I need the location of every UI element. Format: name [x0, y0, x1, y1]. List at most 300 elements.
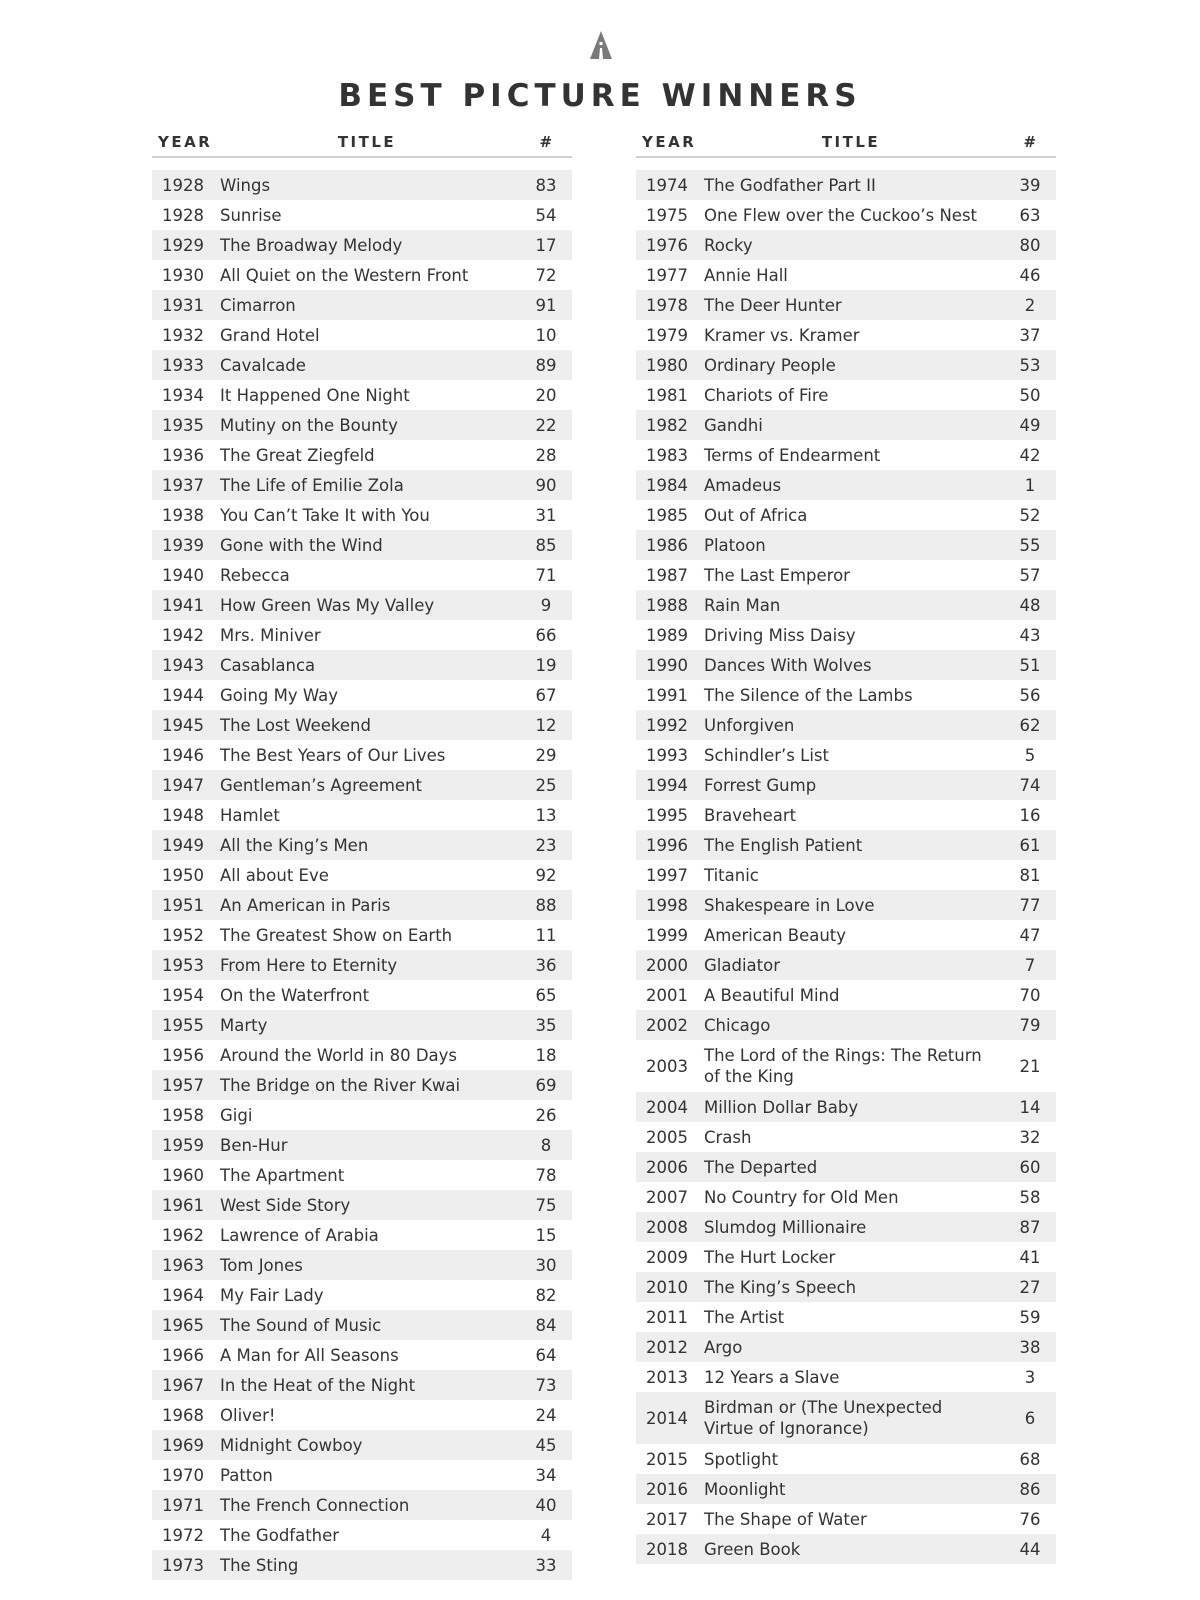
table-row: [152, 620, 572, 650]
title-cell: Annie Hall: [704, 265, 788, 285]
table-row: [152, 320, 572, 350]
title-cell: The Best Years of Our Lives: [220, 745, 446, 765]
table-row: [636, 380, 1056, 410]
year-cell: 1928: [162, 175, 204, 195]
table-row: [152, 1040, 572, 1070]
year-cell: 2018: [646, 1539, 688, 1559]
table-row: [636, 1182, 1056, 1212]
title-cell: How Green Was My Valley: [220, 595, 435, 615]
title-cell: From Here to Eternity: [220, 955, 398, 975]
year-cell: 1991: [646, 685, 688, 705]
year-cell: 1929: [162, 235, 204, 255]
number-cell: 19: [535, 655, 557, 675]
year-cell: 1934: [162, 385, 204, 405]
year-cell: 2010: [646, 1277, 688, 1297]
year-cell: 1990: [646, 655, 688, 675]
title-cell: Hamlet: [220, 805, 280, 825]
number-cell: 14: [1019, 1097, 1041, 1117]
table-row: [636, 1010, 1056, 1040]
number-cell: 31: [535, 505, 557, 525]
title-cell: 12 Years a Slave: [704, 1367, 840, 1387]
number-cell: 63: [1019, 205, 1041, 225]
table-row: [152, 650, 572, 680]
year-cell: 2004: [646, 1097, 688, 1117]
table-row: [152, 1520, 572, 1550]
title-cell: Casablanca: [220, 655, 316, 675]
year-cell: 1968: [162, 1405, 204, 1425]
table-row: [152, 920, 572, 950]
table-row: [636, 590, 1056, 620]
year-cell: 1955: [162, 1015, 204, 1035]
year-cell: 1933: [162, 355, 204, 375]
title-cell: Rain Man: [704, 595, 781, 615]
number-cell: 91: [535, 295, 557, 315]
number-cell: 66: [535, 625, 557, 645]
table-body: [636, 170, 1056, 1564]
winners-table-right: [636, 128, 1056, 1564]
title-cell: The Deer Hunter: [704, 295, 842, 315]
year-cell: 1987: [646, 565, 688, 585]
table-row: [636, 560, 1056, 590]
table-row: [152, 770, 572, 800]
title-cell: Rebecca: [220, 565, 290, 585]
table-header: [152, 128, 572, 158]
title-cell: Midnight Cowboy: [220, 1435, 363, 1455]
year-cell: 2003: [646, 1056, 688, 1076]
year-cell: 1973: [162, 1555, 204, 1575]
number-cell: 83: [535, 175, 557, 195]
year-cell: 1930: [162, 265, 204, 285]
table-row: [152, 1490, 572, 1520]
table-row: [636, 620, 1056, 650]
oscar-statuette-icon: [588, 30, 614, 60]
year-cell: 2015: [646, 1449, 688, 1469]
number-cell: 11: [535, 925, 557, 945]
table-row: [636, 1504, 1056, 1534]
year-cell: 1956: [162, 1045, 204, 1065]
number-cell: 2: [1024, 295, 1036, 315]
table-row: [636, 440, 1056, 470]
title-cell: Lawrence of Arabia: [220, 1225, 379, 1245]
number-cell: 6: [1024, 1408, 1036, 1428]
table-row: [152, 1130, 572, 1160]
title-cell: Unforgiven: [704, 715, 795, 735]
number-cell: 88: [535, 895, 557, 915]
title-cell: Mutiny on the Bounty: [220, 415, 398, 435]
year-cell: 2011: [646, 1307, 688, 1327]
title-cell: Gladiator: [704, 955, 780, 975]
title-cell: An American in Paris: [220, 895, 391, 915]
title-cell: Driving Miss Daisy: [704, 625, 856, 645]
title-cell: Gentleman’s Agreement: [220, 775, 422, 795]
title-cell: The Artist: [704, 1307, 785, 1327]
title-cell: The Great Ziegfeld: [220, 445, 375, 465]
year-cell: 1984: [646, 475, 688, 495]
number-column-header: #: [539, 133, 555, 151]
year-cell: 1945: [162, 715, 204, 735]
number-cell: 61: [1019, 835, 1041, 855]
number-cell: 22: [535, 415, 557, 435]
title-cell: Wings: [220, 175, 271, 195]
year-cell: 1932: [162, 325, 204, 345]
table-body: [152, 170, 572, 1580]
number-cell: 55: [1019, 535, 1041, 555]
title-cell: Shakespeare in Love: [704, 895, 875, 915]
year-cell: 2007: [646, 1187, 688, 1207]
year-cell: 2001: [646, 985, 688, 1005]
year-cell: 1939: [162, 535, 204, 555]
number-cell: 13: [535, 805, 557, 825]
title-cell: Slumdog Millionaire: [704, 1217, 867, 1237]
title-cell: Gone with the Wind: [220, 535, 383, 555]
table-row: [152, 950, 572, 980]
number-cell: 78: [535, 1165, 557, 1185]
number-cell: 23: [535, 835, 557, 855]
number-cell: 3: [1024, 1367, 1036, 1387]
number-cell: 86: [1019, 1479, 1041, 1499]
number-cell: 84: [535, 1315, 557, 1335]
year-cell: 1946: [162, 745, 204, 765]
table-row: [636, 1122, 1056, 1152]
number-cell: 51: [1019, 655, 1041, 675]
title-cell: Oliver!: [220, 1405, 276, 1425]
year-column-header: YEAR: [158, 133, 213, 151]
table-row: [152, 590, 572, 620]
table-row: [636, 350, 1056, 380]
table-row: [636, 890, 1056, 920]
number-cell: 4: [540, 1525, 552, 1545]
year-cell: 1988: [646, 595, 688, 615]
table-row: [152, 800, 572, 830]
year-cell: 1962: [162, 1225, 204, 1245]
year-cell: 1935: [162, 415, 204, 435]
number-cell: 60: [1019, 1157, 1041, 1177]
number-cell: 89: [535, 355, 557, 375]
year-cell: 2012: [646, 1337, 688, 1357]
table-row: [152, 170, 572, 200]
table-row: [636, 680, 1056, 710]
table-row: [636, 1362, 1056, 1392]
number-cell: 21: [1019, 1056, 1041, 1076]
title-column-header: TITLE: [821, 133, 881, 151]
year-cell: 1971: [162, 1495, 204, 1515]
year-cell: 1938: [162, 505, 204, 525]
title-cell: The Greatest Show on Earth: [220, 925, 453, 945]
number-cell: 77: [1019, 895, 1041, 915]
number-cell: 71: [535, 565, 557, 585]
title-cell: Platoon: [704, 535, 766, 555]
number-cell: 57: [1019, 565, 1041, 585]
table-row: [152, 1280, 572, 1310]
number-cell: 58: [1019, 1187, 1041, 1207]
year-cell: 1944: [162, 685, 204, 705]
number-cell: 18: [535, 1045, 557, 1065]
number-cell: 16: [1019, 805, 1041, 825]
year-cell: 1985: [646, 505, 688, 525]
year-cell: 1941: [162, 595, 204, 615]
title-cell: Spotlight: [704, 1449, 779, 1469]
year-cell: 1993: [646, 745, 688, 765]
number-cell: 10: [535, 325, 557, 345]
year-cell: 1928: [162, 205, 204, 225]
number-cell: 48: [1019, 595, 1041, 615]
table-row: [636, 980, 1056, 1010]
table-row: [636, 170, 1056, 200]
year-cell: 1972: [162, 1525, 204, 1545]
title-cell: Dances With Wolves: [704, 655, 872, 675]
table-row: [152, 1190, 572, 1220]
year-cell: 1948: [162, 805, 204, 825]
number-cell: 75: [535, 1195, 557, 1215]
number-cell: 37: [1019, 325, 1041, 345]
table-row: [636, 1474, 1056, 1504]
title-cell: Chicago: [704, 1015, 771, 1035]
title-cell: Grand Hotel: [220, 325, 320, 345]
table-row: [152, 410, 572, 440]
number-cell: 7: [1024, 955, 1036, 975]
number-cell: 28: [535, 445, 557, 465]
title-cell: Amadeus: [704, 475, 782, 495]
number-cell: 25: [535, 775, 557, 795]
title-cell: The Shape of Water: [704, 1509, 867, 1529]
number-cell: 87: [1019, 1217, 1041, 1237]
title-cell: Sunrise: [220, 205, 282, 225]
title-cell: Argo: [704, 1337, 743, 1357]
title-cell: Titanic: [704, 865, 759, 885]
year-cell: 1957: [162, 1075, 204, 1095]
table-row: [636, 320, 1056, 350]
title-cell: Out of Africa: [704, 505, 808, 525]
year-cell: 1975: [646, 205, 688, 225]
year-cell: 1940: [162, 565, 204, 585]
number-cell: 38: [1019, 1337, 1041, 1357]
title-cell: Rocky: [704, 235, 753, 255]
number-cell: 9: [540, 595, 552, 615]
year-cell: 1979: [646, 325, 688, 345]
year-cell: 1961: [162, 1195, 204, 1215]
year-cell: 1950: [162, 865, 204, 885]
title-cell: Chariots of Fire: [704, 385, 829, 405]
title-cell: My Fair Lady: [220, 1285, 324, 1305]
number-cell: 49: [1019, 415, 1041, 435]
number-cell: 59: [1019, 1307, 1041, 1327]
table-row: [636, 1040, 1056, 1092]
number-cell: 35: [535, 1015, 557, 1035]
year-cell: 1959: [162, 1135, 204, 1155]
number-cell: 85: [535, 535, 557, 555]
year-cell: 1936: [162, 445, 204, 465]
year-cell: 1949: [162, 835, 204, 855]
number-cell: 82: [535, 1285, 557, 1305]
year-cell: 1954: [162, 985, 204, 1005]
year-cell: 1977: [646, 265, 688, 285]
title-cell: Gigi: [220, 1105, 253, 1125]
year-cell: 1994: [646, 775, 688, 795]
table-row: [152, 470, 572, 500]
table-row: [636, 830, 1056, 860]
number-cell: 24: [535, 1405, 557, 1425]
year-cell: 1953: [162, 955, 204, 975]
number-cell: 76: [1019, 1509, 1041, 1529]
title-cell: Mrs. Miniver: [220, 625, 321, 645]
number-cell: 41: [1019, 1247, 1041, 1267]
number-cell: 20: [535, 385, 557, 405]
title-cell: Tom Jones: [220, 1255, 303, 1275]
table-row: [152, 380, 572, 410]
number-cell: 29: [535, 745, 557, 765]
table-row: [152, 1070, 572, 1100]
number-cell: 56: [1019, 685, 1041, 705]
table-row: [152, 830, 572, 860]
title-cell: Birdman or (The Unexpected Virtue of Ignorance): [704, 1398, 943, 1438]
table-row: [152, 350, 572, 380]
title-cell: West Side Story: [220, 1195, 351, 1215]
number-cell: 42: [1019, 445, 1041, 465]
number-cell: 47: [1019, 925, 1041, 945]
table-row: [152, 500, 572, 530]
number-cell: 72: [535, 265, 557, 285]
table-row: [636, 1302, 1056, 1332]
year-cell: 1989: [646, 625, 688, 645]
number-cell: 69: [535, 1075, 557, 1095]
table-row: [636, 1332, 1056, 1362]
year-cell: 2005: [646, 1127, 688, 1147]
number-cell: 34: [535, 1465, 557, 1485]
year-cell: 1997: [646, 865, 688, 885]
year-cell: 1998: [646, 895, 688, 915]
table-row: [152, 980, 572, 1010]
table-row: [152, 680, 572, 710]
title-cell: American Beauty: [704, 925, 847, 945]
title-cell: Terms of Endearment: [704, 445, 881, 465]
number-cell: 90: [535, 475, 557, 495]
year-column-header: YEAR: [642, 133, 697, 151]
year-cell: 1952: [162, 925, 204, 945]
title-cell: The Lost Weekend: [220, 715, 371, 735]
title-cell: The Broadway Melody: [220, 235, 403, 255]
table-row: [636, 710, 1056, 740]
year-cell: 1996: [646, 835, 688, 855]
number-cell: 62: [1019, 715, 1041, 735]
year-cell: 1999: [646, 925, 688, 945]
title-cell: The Sting: [220, 1555, 299, 1575]
year-cell: 1966: [162, 1345, 204, 1365]
number-cell: 44: [1019, 1539, 1041, 1559]
table-row: [636, 200, 1056, 230]
title-cell: The Godfather Part II: [704, 175, 876, 195]
year-cell: 2002: [646, 1015, 688, 1035]
table-row: [636, 740, 1056, 770]
title-cell: Around the World in 80 Days: [220, 1045, 457, 1065]
table-row: [152, 1430, 572, 1460]
number-cell: 81: [1019, 865, 1041, 885]
year-cell: 2006: [646, 1157, 688, 1177]
title-cell: The Bridge on the River Kwai: [220, 1075, 461, 1095]
title-cell: The English Patient: [704, 835, 863, 855]
number-cell: 64: [535, 1345, 557, 1365]
table-row: [152, 740, 572, 770]
year-cell: 1960: [162, 1165, 204, 1185]
title-cell: The Departed: [704, 1157, 818, 1177]
year-cell: 2016: [646, 1479, 688, 1499]
table-row: [636, 530, 1056, 560]
title-cell: All about Eve: [220, 865, 329, 885]
number-cell: 79: [1019, 1015, 1041, 1035]
title-cell: It Happened One Night: [220, 385, 410, 405]
table-row: [636, 1534, 1056, 1564]
year-cell: 1942: [162, 625, 204, 645]
number-cell: 33: [535, 1555, 557, 1575]
number-cell: 52: [1019, 505, 1041, 525]
year-cell: 1974: [646, 175, 688, 195]
table-row: [636, 1212, 1056, 1242]
year-cell: 1983: [646, 445, 688, 465]
year-cell: 1976: [646, 235, 688, 255]
title-cell: Braveheart: [704, 805, 797, 825]
winners-table-left: [152, 128, 572, 1580]
table-row: [636, 500, 1056, 530]
number-cell: 12: [535, 715, 557, 735]
number-cell: 45: [535, 1435, 557, 1455]
title-cell: Cavalcade: [220, 355, 306, 375]
table-row: [636, 260, 1056, 290]
title-cell: The Last Emperor: [704, 565, 850, 585]
year-cell: 1978: [646, 295, 688, 315]
table-row: [152, 1310, 572, 1340]
year-cell: 1986: [646, 535, 688, 555]
year-cell: 2000: [646, 955, 688, 975]
year-cell: 1970: [162, 1465, 204, 1485]
number-column-header: #: [1023, 133, 1039, 151]
table-row: [152, 710, 572, 740]
number-cell: 50: [1019, 385, 1041, 405]
year-cell: 1969: [162, 1435, 204, 1455]
number-cell: 73: [535, 1375, 557, 1395]
number-cell: 67: [535, 685, 557, 705]
year-cell: 1981: [646, 385, 688, 405]
table-row: [636, 650, 1056, 680]
number-cell: 36: [535, 955, 557, 975]
number-cell: 92: [535, 865, 557, 885]
table-row: [152, 1010, 572, 1040]
table-row: [636, 1444, 1056, 1474]
table-row: [152, 1460, 572, 1490]
year-cell: 1995: [646, 805, 688, 825]
year-cell: 2009: [646, 1247, 688, 1267]
table-row: [636, 1242, 1056, 1272]
number-cell: 27: [1019, 1277, 1041, 1297]
number-cell: 74: [1019, 775, 1041, 795]
title-cell: Schindler’s List: [704, 745, 829, 765]
number-cell: 1: [1024, 475, 1036, 495]
title-cell: Green Book: [704, 1539, 801, 1559]
number-cell: 80: [1019, 235, 1041, 255]
table-row: [152, 1550, 572, 1580]
year-cell: 1967: [162, 1375, 204, 1395]
table-row: [636, 950, 1056, 980]
table-row: [152, 1100, 572, 1130]
number-cell: 40: [535, 1495, 557, 1515]
table-row: [152, 200, 572, 230]
title-cell: The Hurt Locker: [704, 1247, 836, 1267]
title-cell: The Silence of the Lambs: [704, 685, 913, 705]
year-cell: 1951: [162, 895, 204, 915]
title-cell: The Godfather: [220, 1525, 340, 1545]
title-cell: Going My Way: [220, 685, 339, 705]
title-cell: A Man for All Seasons: [220, 1345, 399, 1365]
table-row: [152, 440, 572, 470]
table-row: [636, 290, 1056, 320]
